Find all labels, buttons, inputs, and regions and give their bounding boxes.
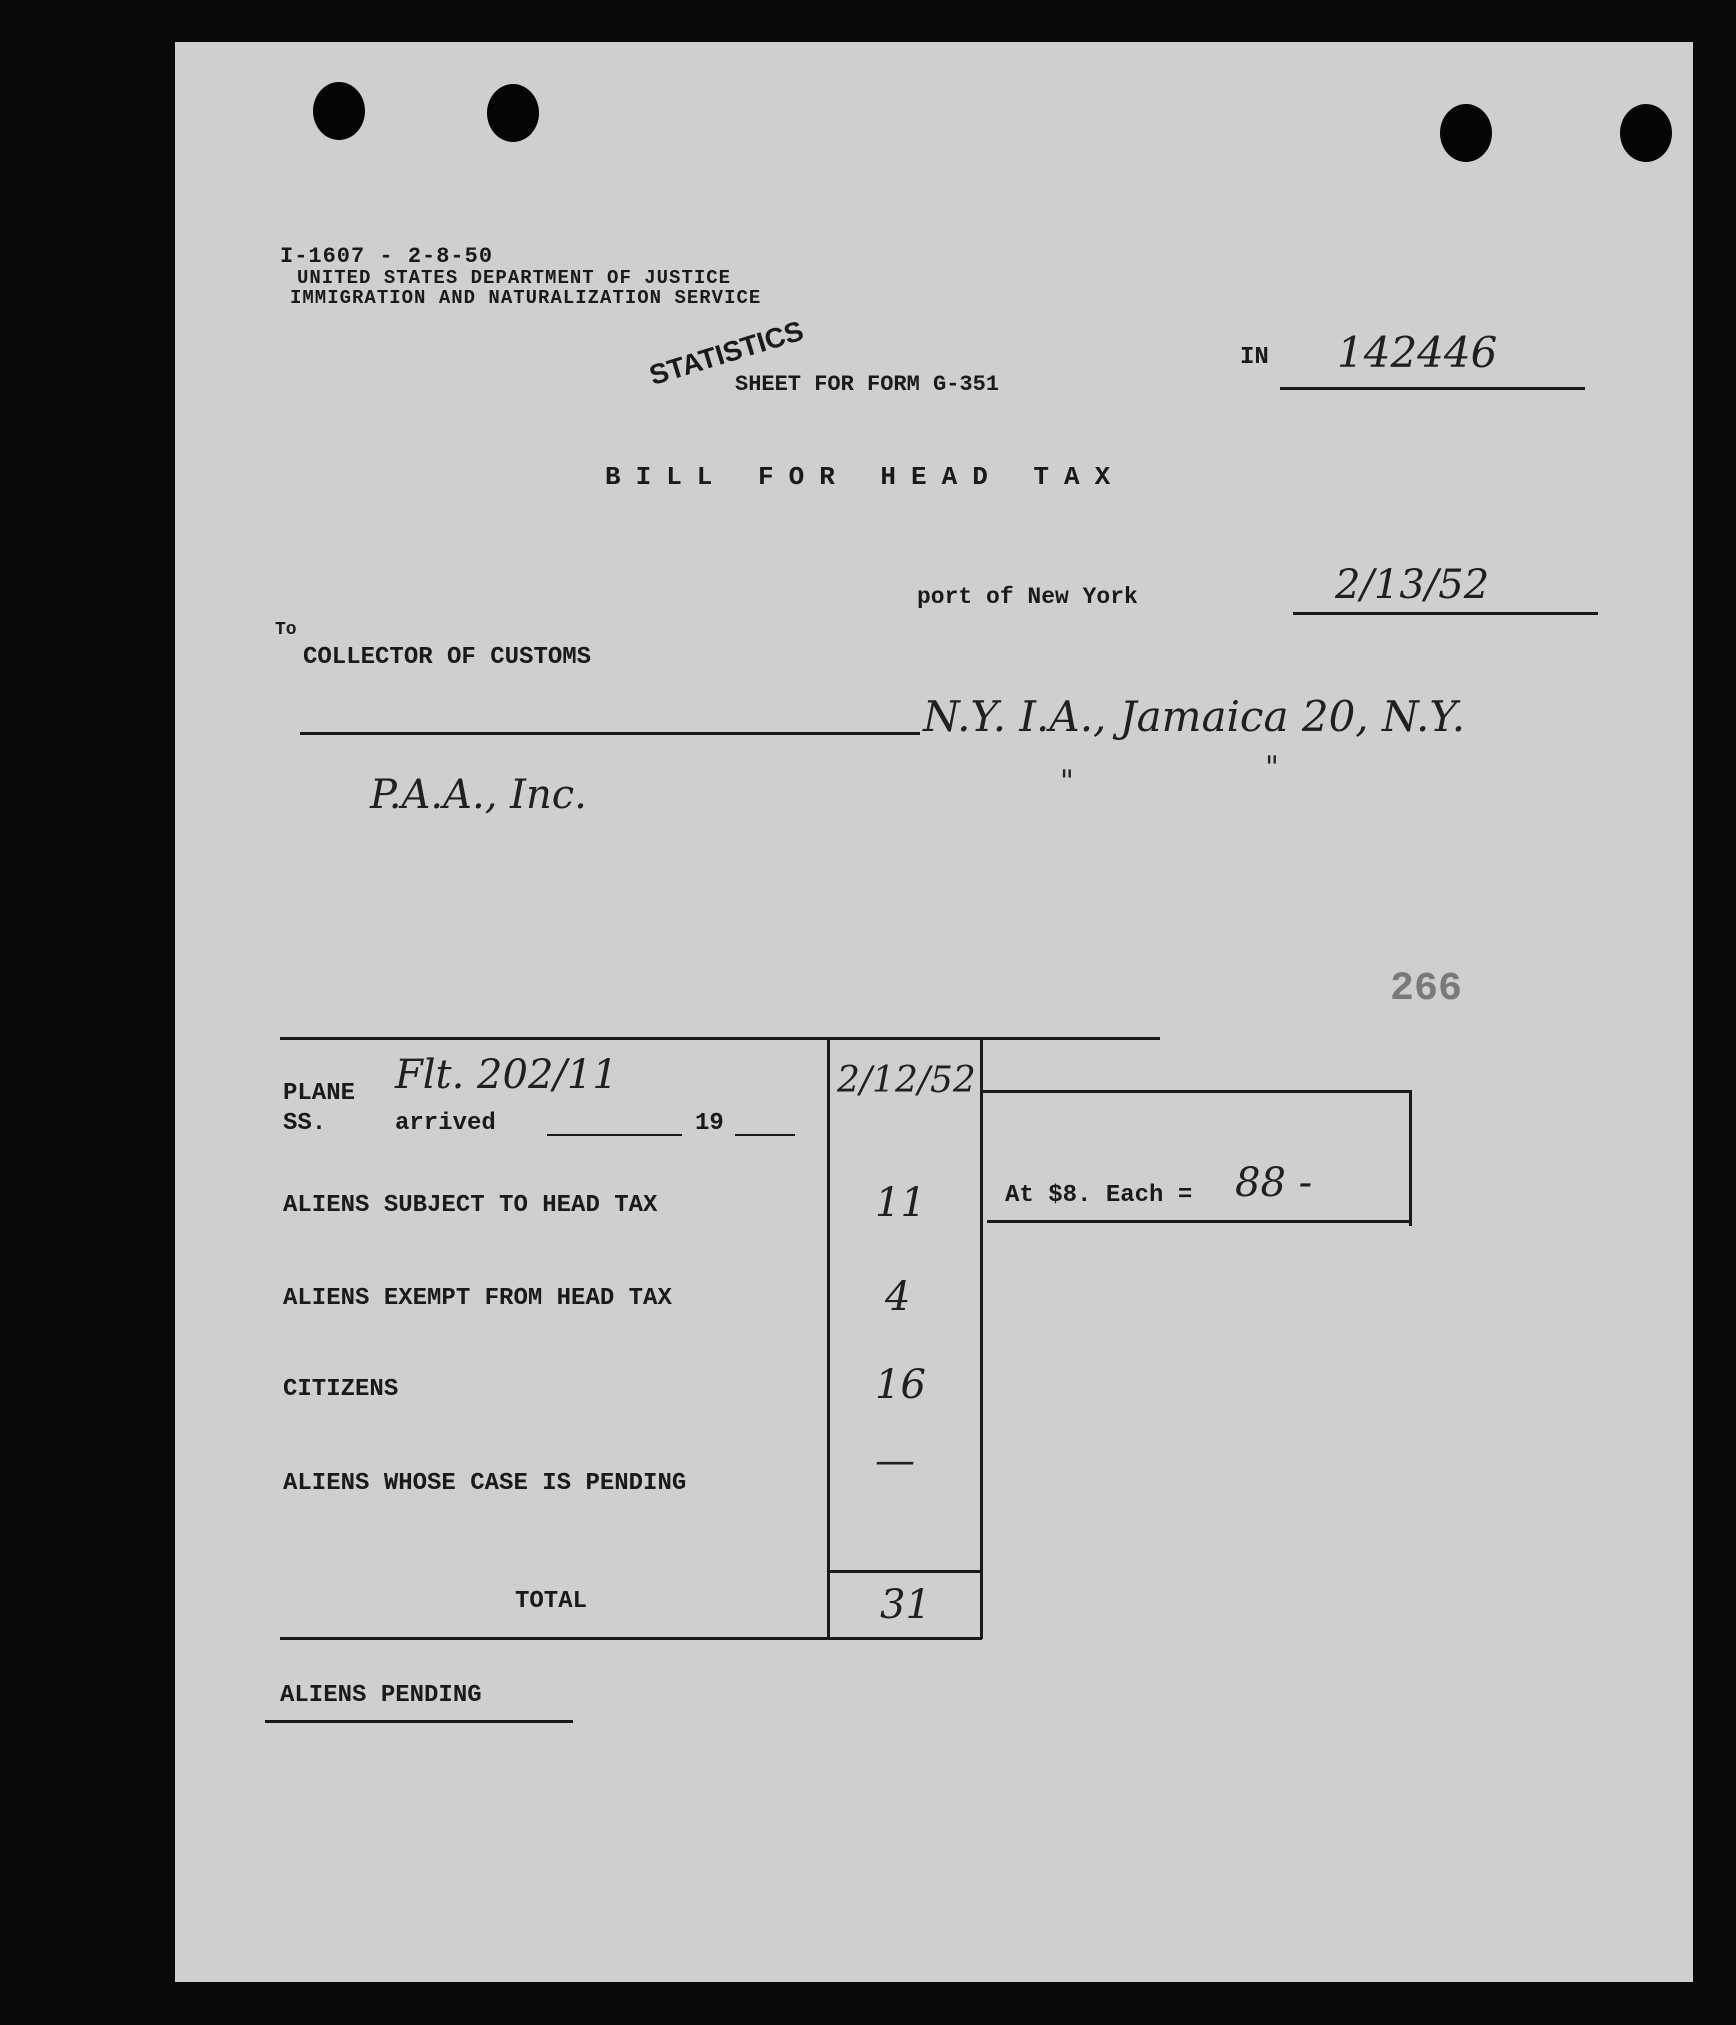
table-top-border [280, 1037, 1160, 1040]
rate-box-right [1409, 1090, 1412, 1226]
total-label: TOTAL [515, 1588, 588, 1615]
agency-line-2: IMMIGRATION AND NATURALIZATION SERVICE [290, 287, 762, 309]
rate-box-top [980, 1090, 1412, 1093]
year-prefix: 19 [695, 1110, 724, 1137]
arrival-date: 2/12/52 [837, 1060, 976, 1101]
punch-hole-1 [313, 82, 365, 140]
row-label-pending: ALIENS WHOSE CASE IS PENDING [283, 1470, 687, 1497]
table-column-divider [827, 1037, 830, 1639]
rate-label: At $8. Each = [1005, 1182, 1193, 1209]
in-number: 142446 [1337, 328, 1498, 377]
row-value-exempt: 4 [885, 1274, 911, 1320]
sheet-label: SHEET FOR FORM G-351 [735, 372, 1000, 397]
punch-hole-4 [1620, 104, 1672, 162]
ditto-mark-1: " [1060, 764, 1074, 799]
table-right-border [980, 1037, 983, 1639]
statistics-stamp: STATISTICS [645, 314, 807, 392]
year-blank-line [735, 1134, 795, 1136]
in-label: IN [1240, 344, 1269, 371]
in-number-underline [1280, 387, 1585, 390]
rate-amount: 88 - [1235, 1160, 1313, 1206]
aliens-pending-underline [265, 1720, 573, 1723]
plane-label: PLANE [283, 1080, 356, 1107]
to-prefix: To [275, 620, 297, 640]
port-date-underline [1293, 612, 1598, 615]
agency-line-1: UNITED STATES DEPARTMENT OF JUSTICE [297, 267, 732, 289]
row-value-citizens: 16 [875, 1362, 926, 1408]
punch-hole-3 [1440, 104, 1492, 162]
row-label-subject: ALIENS SUBJECT TO HEAD TAX [283, 1192, 658, 1219]
aliens-pending-label: ALIENS PENDING [280, 1682, 482, 1709]
total-value: 31 [880, 1582, 931, 1628]
form-code: I-1607 - 2-8-50 [280, 244, 494, 269]
stamped-number: 266 [1390, 967, 1463, 1012]
row-label-exempt: ALIENS EXEMPT FROM HEAD TAX [283, 1285, 672, 1312]
arrived-label: arrived [395, 1110, 496, 1137]
ss-label: SS. [283, 1110, 327, 1137]
location-handwritten: N.Y. I.A., Jamaica 20, N.Y. [923, 692, 1466, 741]
document-page [175, 42, 1693, 1982]
row-value-subject: 11 [875, 1180, 926, 1226]
punch-hole-2 [487, 84, 539, 142]
ditto-mark-2: " [1265, 750, 1279, 785]
row-value-pending: — [875, 1438, 915, 1484]
port-date: 2/13/52 [1335, 562, 1490, 608]
table-bottom-border [280, 1637, 982, 1640]
port-label: port of New York [917, 584, 1138, 610]
to-label: COLLECTOR OF CUSTOMS [303, 644, 592, 671]
flight-handwritten: Flt. 202/11 [395, 1052, 618, 1098]
document-title: BILL FOR HEAD TAX [605, 462, 1126, 492]
rate-box-bottom [987, 1220, 1412, 1223]
arrived-blank-line [547, 1134, 682, 1136]
total-divider [827, 1570, 982, 1573]
company-handwritten: P.A.A., Inc. [370, 772, 587, 818]
row-label-citizens: CITIZENS [283, 1376, 399, 1403]
collector-underline [300, 732, 920, 735]
